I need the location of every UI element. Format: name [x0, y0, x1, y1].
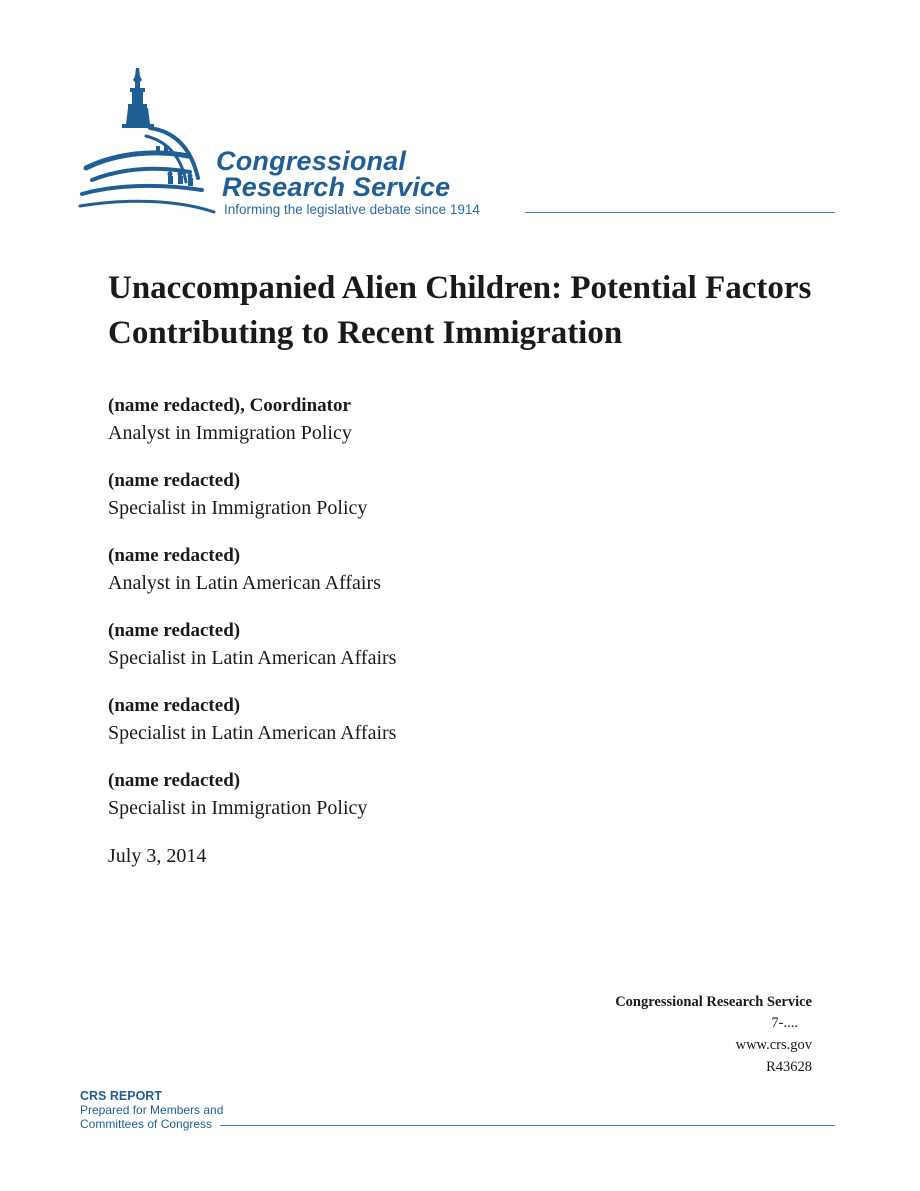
author-role: Analyst in Immigration Policy: [108, 422, 352, 444]
crs-code: 7-....: [771, 1015, 798, 1031]
report-number: R43628: [766, 1059, 812, 1075]
footer-divider: [220, 1125, 835, 1126]
footer-line-2: Committees of Congress: [80, 1117, 213, 1131]
author-entry: [108, 393, 708, 468]
author-list: [108, 393, 708, 843]
author-entry: [108, 693, 708, 768]
crs-name: Congressional Research Service: [615, 994, 812, 1010]
brand-name-line2: Research Service: [222, 172, 451, 202]
author-name: (name redacted): [108, 620, 241, 641]
author-entry: [108, 618, 708, 693]
author-name: (name redacted): [108, 770, 241, 791]
author-role: Specialist in Latin American Affairs: [108, 647, 397, 669]
author-name: (name redacted): [108, 470, 241, 491]
crs-info-block: [615, 992, 812, 1078]
author-name: (name redacted), Coordinator: [108, 395, 351, 416]
footer-line-1: Prepared for Members and: [80, 1103, 224, 1117]
author-role: Specialist in Latin American Affairs: [108, 722, 397, 744]
author-role: Specialist in Immigration Policy: [108, 797, 368, 819]
footer-block: [80, 1089, 223, 1131]
author-entry: [108, 768, 708, 843]
author-name: (name redacted): [108, 695, 241, 716]
author-role: Specialist in Immigration Policy: [108, 497, 368, 519]
header-divider: [525, 212, 835, 213]
crs-website-link[interactable]: www.crs.gov: [735, 1037, 812, 1053]
author-entry: [108, 468, 708, 543]
author-entry: [108, 543, 708, 618]
author-role: Analyst in Latin American Affairs: [108, 572, 381, 594]
report-title: Unaccompanied Alien Children: Potential Factors Contributing to Recent Immigration: [108, 270, 812, 351]
author-name: (name redacted): [108, 545, 241, 566]
report-date: July 3, 2014: [108, 845, 207, 867]
footer-title: CRS REPORT: [80, 1089, 162, 1103]
brand-tagline: Informing the legislative debate since 1914: [224, 202, 480, 217]
brand-name-line1: Congressional: [216, 146, 407, 176]
